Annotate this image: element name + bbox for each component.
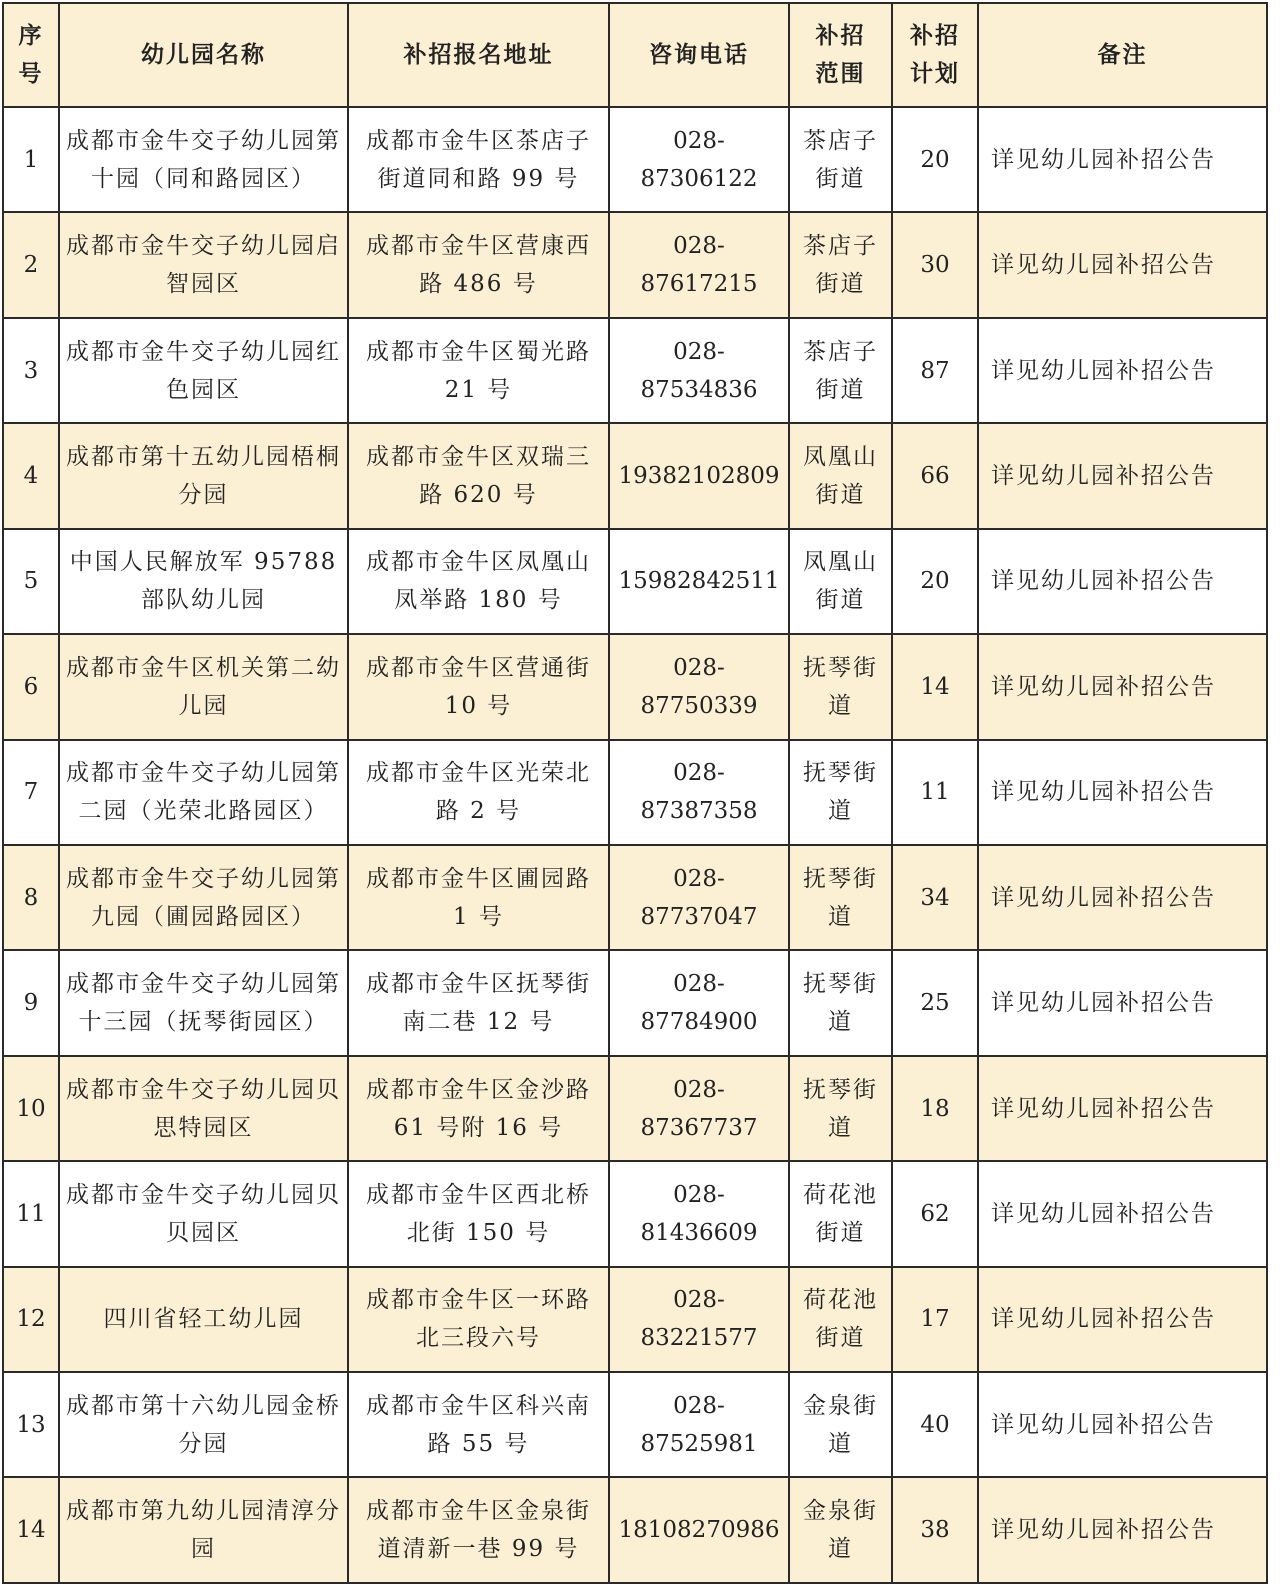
cell-scope: 金泉街道 bbox=[789, 1477, 892, 1583]
cell-note: 详见幼儿园补招公告 bbox=[978, 950, 1267, 1055]
cell-address: 成都市金牛区圃园路 1 号 bbox=[348, 845, 609, 950]
table-row bbox=[3, 1372, 1267, 1477]
cell-kindergarten-name: 成都市金牛区机关第二幼儿园 bbox=[59, 634, 348, 739]
table-row bbox=[3, 1056, 1267, 1161]
header-note: 备注 bbox=[978, 3, 1267, 107]
cell-address: 成都市金牛区西北桥北街 150 号 bbox=[348, 1161, 609, 1266]
cell-plan: 11 bbox=[892, 740, 978, 845]
cell-phone: 028-87367737 bbox=[609, 1056, 789, 1161]
cell-plan: 66 bbox=[892, 423, 978, 528]
cell-phone: 028-87750339 bbox=[609, 634, 789, 739]
cell-note: 详见幼儿园补招公告 bbox=[978, 318, 1267, 423]
cell-plan: 87 bbox=[892, 318, 978, 423]
cell-plan: 20 bbox=[892, 107, 978, 212]
header-phone: 咨询电话 bbox=[609, 3, 789, 107]
header-plan: 补招 计划 bbox=[892, 3, 978, 107]
cell-phone: 028-87534836 bbox=[609, 318, 789, 423]
cell-phone: 028-87525981 bbox=[609, 1372, 789, 1477]
cell-phone: 15982842511 bbox=[609, 529, 789, 634]
cell-plan: 25 bbox=[892, 950, 978, 1055]
cell-note: 详见幼儿园补招公告 bbox=[978, 1161, 1267, 1266]
cell-kindergarten-name: 成都市金牛交子幼儿园第十三园（抚琴街园区） bbox=[59, 950, 348, 1055]
kindergarten-enrollment-table bbox=[2, 2, 1268, 1584]
cell-plan: 62 bbox=[892, 1161, 978, 1266]
table-row bbox=[3, 634, 1267, 739]
cell-scope: 凤凰山街道 bbox=[789, 423, 892, 528]
cell-plan: 14 bbox=[892, 634, 978, 739]
header-seq: 序 号 bbox=[3, 3, 59, 107]
cell-address: 成都市金牛区凤凰山凤举路 180 号 bbox=[348, 529, 609, 634]
table-row bbox=[3, 845, 1267, 950]
cell-address: 成都市金牛区金泉街道清新一巷 99 号 bbox=[348, 1477, 609, 1583]
table-row bbox=[3, 423, 1267, 528]
cell-address: 成都市金牛区营康西路 486 号 bbox=[348, 212, 609, 317]
cell-phone: 18108270986 bbox=[609, 1477, 789, 1583]
cell-plan: 34 bbox=[892, 845, 978, 950]
cell-scope: 抚琴街道 bbox=[789, 950, 892, 1055]
cell-seq: 13 bbox=[3, 1372, 59, 1477]
cell-seq: 14 bbox=[3, 1477, 59, 1583]
cell-kindergarten-name: 成都市第十六幼儿园金桥分园 bbox=[59, 1372, 348, 1477]
cell-note: 详见幼儿园补招公告 bbox=[978, 107, 1267, 212]
cell-seq: 1 bbox=[3, 107, 59, 212]
cell-note: 详见幼儿园补招公告 bbox=[978, 740, 1267, 845]
cell-plan: 30 bbox=[892, 212, 978, 317]
table-row bbox=[3, 740, 1267, 845]
cell-note: 详见幼儿园补招公告 bbox=[978, 529, 1267, 634]
table-row bbox=[3, 212, 1267, 317]
cell-kindergarten-name: 成都市金牛交子幼儿园贝思特园区 bbox=[59, 1056, 348, 1161]
cell-phone: 028-87737047 bbox=[609, 845, 789, 950]
table-row bbox=[3, 1477, 1267, 1583]
table-row bbox=[3, 318, 1267, 423]
cell-plan: 17 bbox=[892, 1267, 978, 1372]
cell-address: 成都市金牛区双瑞三路 620 号 bbox=[348, 423, 609, 528]
cell-seq: 3 bbox=[3, 318, 59, 423]
cell-seq: 7 bbox=[3, 740, 59, 845]
cell-seq: 11 bbox=[3, 1161, 59, 1266]
cell-address: 成都市金牛区一环路北三段六号 bbox=[348, 1267, 609, 1372]
table-row bbox=[3, 107, 1267, 212]
cell-kindergarten-name: 成都市金牛交子幼儿园第九园（圃园路园区） bbox=[59, 845, 348, 950]
cell-plan: 38 bbox=[892, 1477, 978, 1583]
table-body bbox=[3, 107, 1267, 1583]
cell-note: 详见幼儿园补招公告 bbox=[978, 845, 1267, 950]
table-row bbox=[3, 1161, 1267, 1266]
cell-note: 详见幼儿园补招公告 bbox=[978, 1267, 1267, 1372]
cell-seq: 12 bbox=[3, 1267, 59, 1372]
cell-seq: 2 bbox=[3, 212, 59, 317]
table-header-row bbox=[3, 3, 1267, 107]
table-row bbox=[3, 529, 1267, 634]
cell-kindergarten-name: 成都市金牛交子幼儿园第二园（光荣北路园区） bbox=[59, 740, 348, 845]
cell-phone: 028-87784900 bbox=[609, 950, 789, 1055]
cell-scope: 凤凰山街道 bbox=[789, 529, 892, 634]
cell-phone: 028-87306122 bbox=[609, 107, 789, 212]
cell-kindergarten-name: 成都市金牛交子幼儿园启智园区 bbox=[59, 212, 348, 317]
cell-kindergarten-name: 成都市金牛交子幼儿园第十园（同和路园区） bbox=[59, 107, 348, 212]
cell-note: 详见幼儿园补招公告 bbox=[978, 1056, 1267, 1161]
cell-address: 成都市金牛区茶店子街道同和路 99 号 bbox=[348, 107, 609, 212]
cell-address: 成都市金牛区科兴南路 55 号 bbox=[348, 1372, 609, 1477]
cell-address: 成都市金牛区营通街 10 号 bbox=[348, 634, 609, 739]
cell-kindergarten-name: 成都市金牛交子幼儿园红色园区 bbox=[59, 318, 348, 423]
cell-phone: 028-87617215 bbox=[609, 212, 789, 317]
cell-kindergarten-name: 四川省轻工幼儿园 bbox=[59, 1267, 348, 1372]
cell-scope: 抚琴街道 bbox=[789, 845, 892, 950]
cell-note: 详见幼儿园补招公告 bbox=[978, 1477, 1267, 1583]
cell-phone: 028-87387358 bbox=[609, 740, 789, 845]
cell-note: 详见幼儿园补招公告 bbox=[978, 634, 1267, 739]
header-name: 幼儿园名称 bbox=[59, 3, 348, 107]
cell-seq: 6 bbox=[3, 634, 59, 739]
cell-seq: 10 bbox=[3, 1056, 59, 1161]
cell-scope: 抚琴街道 bbox=[789, 740, 892, 845]
cell-scope: 金泉街道 bbox=[789, 1372, 892, 1477]
cell-kindergarten-name: 成都市第九幼儿园清淳分园 bbox=[59, 1477, 348, 1583]
table-row bbox=[3, 1267, 1267, 1372]
cell-note: 详见幼儿园补招公告 bbox=[978, 212, 1267, 317]
cell-kindergarten-name: 成都市第十五幼儿园梧桐分园 bbox=[59, 423, 348, 528]
cell-note: 详见幼儿园补招公告 bbox=[978, 1372, 1267, 1477]
cell-kindergarten-name: 中国人民解放军 95788 部队幼儿园 bbox=[59, 529, 348, 634]
cell-plan: 40 bbox=[892, 1372, 978, 1477]
cell-seq: 4 bbox=[3, 423, 59, 528]
cell-plan: 18 bbox=[892, 1056, 978, 1161]
cell-phone: 028-83221577 bbox=[609, 1267, 789, 1372]
cell-phone: 19382102809 bbox=[609, 423, 789, 528]
cell-kindergarten-name: 成都市金牛交子幼儿园贝贝园区 bbox=[59, 1161, 348, 1266]
cell-seq: 8 bbox=[3, 845, 59, 950]
cell-address: 成都市金牛区光荣北路 2 号 bbox=[348, 740, 609, 845]
header-address: 补招报名地址 bbox=[348, 3, 609, 107]
cell-seq: 9 bbox=[3, 950, 59, 1055]
cell-scope: 抚琴街道 bbox=[789, 634, 892, 739]
cell-scope: 荷花池街道 bbox=[789, 1267, 892, 1372]
cell-address: 成都市金牛区抚琴街南二巷 12 号 bbox=[348, 950, 609, 1055]
cell-phone: 028-81436609 bbox=[609, 1161, 789, 1266]
cell-plan: 20 bbox=[892, 529, 978, 634]
cell-seq: 5 bbox=[3, 529, 59, 634]
cell-scope: 茶店子街道 bbox=[789, 107, 892, 212]
table-row bbox=[3, 950, 1267, 1055]
cell-address: 成都市金牛区金沙路 61 号附 16 号 bbox=[348, 1056, 609, 1161]
cell-scope: 抚琴街道 bbox=[789, 1056, 892, 1161]
cell-scope: 茶店子街道 bbox=[789, 212, 892, 317]
cell-scope: 荷花池街道 bbox=[789, 1161, 892, 1266]
cell-scope: 茶店子街道 bbox=[789, 318, 892, 423]
cell-address: 成都市金牛区蜀光路 21 号 bbox=[348, 318, 609, 423]
header-scope: 补招 范围 bbox=[789, 3, 892, 107]
cell-note: 详见幼儿园补招公告 bbox=[978, 423, 1267, 528]
